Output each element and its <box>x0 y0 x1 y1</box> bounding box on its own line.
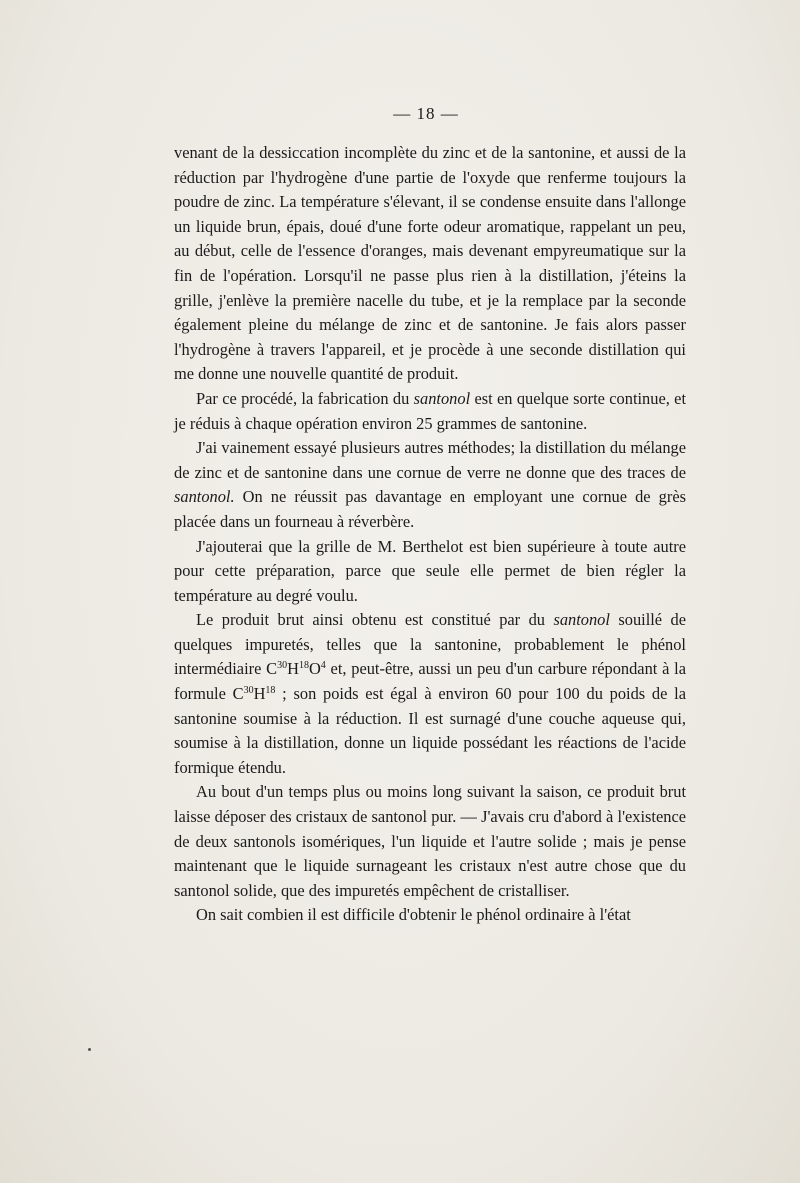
paragraph-2-italic: santonol <box>413 388 471 408</box>
paragraph-5-text-f: H <box>253 684 266 704</box>
paragraph-3 <box>174 436 686 534</box>
ink-speck <box>88 1048 91 1051</box>
paragraph-7: On sait combien il est difficile d'obtenir le phénol ordinaire à l'état <box>196 905 631 925</box>
paragraph-5-text-c: H <box>287 659 299 679</box>
paragraph-2 <box>174 387 686 436</box>
paragraph-3-italic: santonol. <box>174 487 235 507</box>
paragraph-5-text-d: O <box>308 659 321 679</box>
paragraph-2-text-a: Par ce procédé, la fabrication du <box>196 388 414 408</box>
body-text <box>174 141 686 928</box>
paragraph-5-text-a: Le produit brut ainsi obtenu est constitué par du <box>196 610 554 630</box>
formula-superscript: 30 <box>243 685 254 697</box>
paragraph-5-text-g: ; son poids est égal à environ 60 pour 100 du poids de la santonine soumise à la réduction. Il est surnagé d'une couche aqueuse qui, soumise à la distillation, donne un liquide possédant les réactions de l'acide formique étendu. <box>174 684 686 777</box>
paragraph-3-text-b: On ne réussit pas davantage en employant une cornue de grès placée dans un fourneau à réverbère. <box>174 487 686 531</box>
paragraph-5 <box>174 608 686 780</box>
paragraph-5-text-b: souillé de quelques impuretés, telles que la santonine, probablement le phénol intermédiaire C <box>174 610 686 679</box>
formula-superscript: 4 <box>320 660 326 672</box>
formula-superscript: 18 <box>298 660 309 672</box>
paragraph-2-text-b: est en quelque sorte continue, et je réduis à chaque opération environ 25 grammes de santonine. <box>174 388 686 433</box>
paragraph-1: venant de la dessiccation incomplète du zinc et de la santonine, et aussi de la réduction par l'hydrogène d'une partie de l'oxyde que renferme toujours la poudre de zinc. La température s'élevant, il se condense ensuite dans l'allonge un liquide brun, épais, doué d'une forte odeur aromatique, rappelant un peu, au début, celle de l'essence d'oranges, mais devenant empyreumatique sur la fin de l'opération. Lorsqu'il ne passe plus rien à la distillation, j'éteins la grille, j'enlève la première nacelle du tube, et je la remplace par la seconde également pleine du mélange de zinc et de santonine. Je fais alors passer l'hydrogène à travers l'appareil, et je procède à une seconde distillation qui me donne une nouvelle quantité de produit. <box>174 143 686 384</box>
paragraph-3-text-a: J'ai vainement essayé plusieurs autres méthodes; la distillation du mélange de zinc et de santonine dans une cornue de verre ne donne que des traces de <box>174 438 686 482</box>
paragraph-4: J'ajouterai que la grille de M. Berthelot est bien supérieure à toute autre pour cette préparation, parce que seule elle permet de bien régler la température au degré voulu. <box>174 536 686 605</box>
paragraph-5-text-e: et, peut-être, aussi un peu d'un carbure répondant à la formule C <box>174 659 686 704</box>
formula-superscript: 18 <box>265 685 276 697</box>
page-number: — 18 — <box>393 104 459 123</box>
formula-superscript: 30 <box>277 660 288 672</box>
paragraph-6: Au bout d'un temps plus ou moins long suivant la saison, ce produit brut laisse déposer des cristaux de santonol pur. — J'avais cru d'abord à l'existence de deux santonols isomériques, l'un liquide et l'autre solide ; mais je pense maintenant que le liquide surnageant les cristaux n'est autre chose que du santonol solide, que des impuretés empêchent de cristalliser. <box>174 782 686 900</box>
paragraph-5-italic: santonol <box>553 610 610 630</box>
